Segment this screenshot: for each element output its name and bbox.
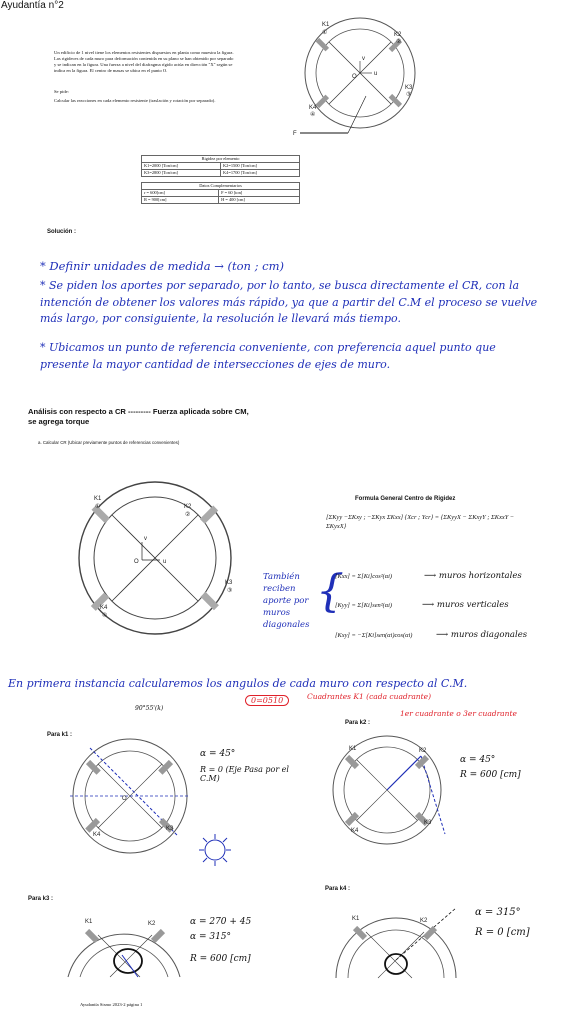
red-note-2: 1er cuadrante o 3er cuadrante [400, 709, 517, 718]
hand-bullet-2-text: Se piden los aportes por separado, por lo tanto, se busca directamente el CR, con la intención de obtener los valores más rápido, ya que a partir del C.M el proceso se vuelve más largo, por consiguiente, la resolución le llevará más tiempo. [40, 279, 538, 325]
fig-k1-o: O [122, 796, 127, 802]
formula-kyy: [Kyy] = Σ[Ki]sen²(αi) [335, 602, 393, 609]
formula-main: [ΣKyy −ΣKxy ; −ΣKyx ΣKxx] {Xcr ; Ycr} = {ΣKyyX − ΣKxyY ; ΣKxxY − ΣKyxX} [326, 514, 515, 530]
fig-top-k3: K3 [405, 85, 413, 91]
note-vertical: ⟶ muros verticales [422, 600, 509, 610]
table-cell: K2=1500 [Ton/cm] [221, 163, 300, 170]
case-k3-alpha1: α = 270 + 45 [190, 917, 252, 927]
page-footer: Ayudantía Sismo 2023-2 página 1 [80, 1002, 143, 1007]
fig-main-n4: ④ [102, 613, 108, 619]
fig-top-f: F [293, 131, 297, 137]
fig-k4-k2: K2 [420, 918, 428, 924]
problem-pide-text: Calcular las reacciones en cada elemento resistente (traslación y rotación por separado). [54, 98, 216, 103]
hand-bullet-1-text: Definir unidades de medida → (ton ; cm) [49, 259, 284, 273]
table-cell: K4=1700 [Ton/cm] [221, 170, 300, 177]
plan-figure-main [67, 478, 247, 638]
note-diagonal-text: muros diagonales [450, 630, 528, 640]
problem-pide-label: Se pide: [54, 89, 69, 94]
sun-sketch-icon [195, 830, 235, 870]
fig-k4-k1: K1 [352, 916, 360, 922]
datos-table [141, 182, 300, 204]
sketch-label: 90°55'(k) [135, 705, 164, 712]
case-k4-alpha: α = 315° [475, 907, 521, 918]
side-note: También reciben aporte por muros diagonales [263, 572, 310, 630]
formula-kxx: [Kxx] = Σ[Ki]cos²(αi) [335, 573, 393, 580]
case-k3-label: Para k3 : [28, 896, 54, 902]
case-k3-r: R = 600 [cm] [190, 954, 251, 964]
fig-top-n3: ③ [406, 92, 412, 98]
case-k1-alpha: α = 45° [200, 749, 236, 759]
analysis-heading-1: Análisis con respecto a CR --------- Fuerza aplicada sobre CM, [28, 407, 249, 416]
table-cell: H = 400 [cm] [219, 197, 300, 204]
fig-k3-k1: K1 [85, 919, 93, 925]
brace-icon: { [316, 566, 344, 617]
note-vertical-text: muros verticales [436, 600, 509, 610]
fig-top-n2: ② [396, 39, 402, 45]
fig-k1-k3: K3 [166, 826, 174, 832]
fig-top-n4: ④ [310, 112, 316, 118]
hand-bullet-1: * Definir unidades de medida → (ton ; cm) [40, 259, 284, 273]
fig-main-n1: ① [95, 504, 101, 510]
fig-main-k3: K3 [225, 580, 233, 586]
fig-main-n3: ③ [227, 588, 233, 594]
table-cell: K3=2800 [Ton/cm] [142, 170, 221, 177]
rigidez-table [141, 155, 300, 177]
note-horizontal-text: muros horizontales [438, 571, 522, 581]
table-cell: F = 60 [ton] [219, 190, 300, 197]
fig-top-u: u [374, 71, 378, 77]
plan-figure-k3 [60, 905, 185, 977]
analysis-step: a. Calcular CR (Ubicar previamente puntos de referencias convenientes) [38, 440, 180, 445]
case-k2-r: R = 600 [cm] [460, 770, 521, 780]
fig-k3-k2: K2 [148, 921, 156, 927]
table-cell: K1=2000 [Ton/cm] [142, 163, 221, 170]
hand-bullet-2: * Se piden los aportes por separado, por lo tanto, se busca directamente el CR, con la intención de obtener los valores más rápido, ya que a partir del C.M el proceso se vuelve más largo, por consiguiente, la resolución le llevará más tiempo. [40, 279, 538, 325]
fig-top-v: v [362, 56, 365, 62]
case-k4-r: R = 0 [cm] [475, 927, 530, 938]
case-k4-label: Para k4 : [325, 886, 351, 892]
red-note-1: Cuadrantes K1 (cada cuadrante) [307, 692, 431, 701]
fig-k2-k4: K4 [351, 828, 359, 834]
fig-k2-k1: K1 [349, 746, 357, 752]
fig-top-k4: K4 [309, 105, 317, 111]
problem-text: Un edificio de 1 nivel tiene los elementos resistentes dispuestos en planta como muestra la figura. Las rigideces de cada muro para deformación contenida en su plano se han obtenido por separado y se indican en la figura. Una fuerza a nivel del diafragma rígido actúa en dirección "X" según se indica en la figura. El centro de masas se ubica en el punto O. [54, 50, 234, 73]
fig-main-v: v [144, 536, 147, 542]
formula-title: Formula General Centro de Rigidez [355, 496, 456, 502]
fig-top-o: O [352, 74, 357, 80]
table-cell: r = 600[cm] [142, 190, 219, 197]
note-horizontal: ⟶ muros horizontales [424, 571, 522, 581]
fig-k2-k2: K2 [419, 748, 427, 754]
rigidez-table-title: Rigidez por elemento [142, 156, 300, 163]
hand-bullet-3-text: Ubicamos un punto de referencia conveniente, con preferencia aquel punto que presente la mayor cantidad de intersecciones de ejes de muro. [40, 341, 496, 371]
plan-figure-top [290, 16, 430, 136]
formula-kxy: [Kxy] = −Σ[Ki]sen(αi)cos(αi) [335, 632, 413, 639]
fig-top-n1: ① [322, 30, 328, 36]
plan-figure-k4 [330, 900, 460, 978]
fig-main-k2: K2 [184, 504, 192, 510]
case-k3-alpha2: α = 315° [190, 932, 232, 942]
table-cell: R = 900[cm] [142, 197, 219, 204]
plan-figure-k2 [325, 734, 455, 849]
fig-k2-k3: K3 [424, 820, 432, 826]
page-title: Ayudantía n°2 [1, 0, 64, 11]
fig-top-k1: K1 [322, 22, 330, 28]
angles-intro: En primera instancia calcularemos los angulos de cada muro con respecto al C.M. [8, 677, 468, 690]
fig-main-u: u [163, 559, 167, 565]
hand-bullet-3: * Ubicamos un punto de referencia conveniente, con preferencia aquel punto que presente la mayor cantidad de intersecciones de ejes de muro. [40, 341, 496, 371]
note-diagonal: ⟶ muros diagonales [436, 630, 528, 640]
case-k1-label: Para k1 : [47, 732, 73, 738]
case-k2-label: Para k2 : [345, 720, 371, 726]
case-k2-alpha: α = 45° [460, 755, 496, 765]
red-oval-note: 0=0510 [245, 695, 289, 706]
analysis-heading-2: se agrega torque [28, 417, 90, 426]
fig-main-k4: K4 [100, 605, 108, 611]
plan-figure-k1 [60, 738, 200, 858]
fig-top-k2: K2 [394, 32, 402, 38]
fig-k1-k4: K4 [93, 832, 101, 838]
solucion-label: Solución : [47, 229, 76, 235]
fig-main-o: O [134, 559, 139, 565]
case-k1-r: R = 0 (Eje Pasa por el C.M) [200, 765, 289, 783]
datos-table-title: Datos Complementarios [142, 183, 300, 190]
fig-main-n2: ② [185, 512, 191, 518]
fig-main-k1: K1 [94, 496, 102, 502]
